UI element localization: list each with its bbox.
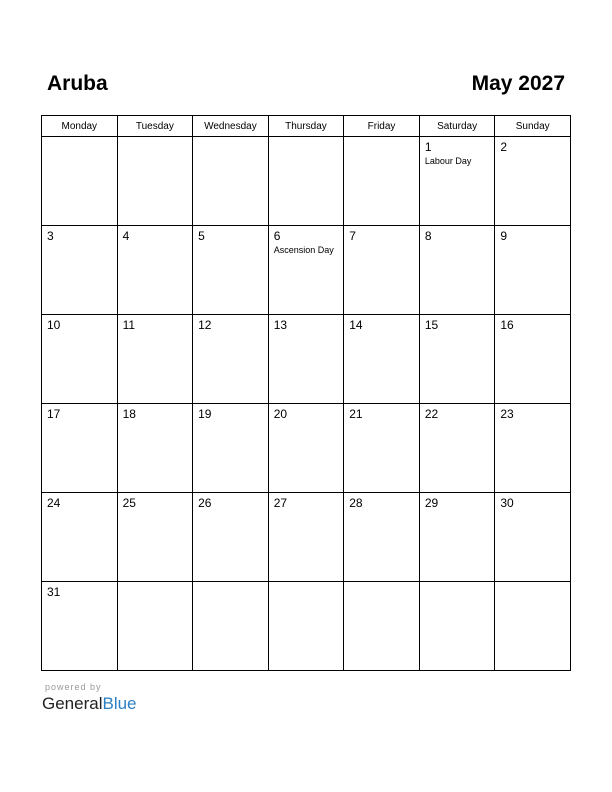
day-cell [42,582,118,671]
country-title: Aruba [47,72,108,95]
day-cell [42,404,118,493]
empty-day-cell [268,137,344,226]
day-cell [193,315,269,404]
day-number: 28 [349,496,363,510]
day-number: 14 [349,318,363,332]
day-cell [193,404,269,493]
day-number: 18 [122,407,136,421]
day-cell [419,226,495,315]
weekday-header-friday: Friday [344,116,420,137]
empty-day-cell [42,137,118,226]
day-cell [495,226,571,315]
day-cell [268,226,344,315]
day-cell [193,226,269,315]
empty-day-cell [495,582,571,671]
day-number: 2 [500,140,508,154]
day-number: 1 [424,140,432,154]
empty-day-cell [117,582,193,671]
day-cell [268,493,344,582]
day-cell [495,137,571,226]
calendar-body [42,137,571,671]
empty-day-cell [117,137,193,226]
day-number: 15 [424,318,439,332]
holiday-label: Ascension Day [273,245,334,255]
day-cell [495,315,571,404]
empty-day-cell [344,582,420,671]
brand-logo-part1: General [42,694,103,713]
day-cell [42,493,118,582]
day-number: 21 [349,407,363,421]
day-number: 12 [198,318,212,332]
day-number: 27 [273,496,288,510]
day-number: 26 [198,496,212,510]
day-cell [344,315,420,404]
empty-day-cell [193,582,269,671]
day-cell [117,315,193,404]
day-cell [268,404,344,493]
day-number: 19 [198,407,212,421]
empty-day-cell [193,137,269,226]
calendar-grid [41,115,571,671]
day-number: 17 [47,407,61,421]
day-number: 8 [424,229,432,243]
empty-day-cell [268,582,344,671]
day-number: 20 [273,407,288,421]
brand-logo [42,693,137,714]
day-cell [42,315,118,404]
weekday-header-row [42,116,571,137]
day-number: 9 [500,229,508,243]
day-cell [268,315,344,404]
day-cell [495,404,571,493]
day-number: 25 [122,496,136,510]
day-number: 29 [424,496,439,510]
day-number: 13 [273,318,288,332]
weekday-header-tuesday: Tuesday [117,116,193,137]
calendar-week-row [42,582,571,671]
day-number: 31 [47,585,61,599]
day-number: 6 [273,229,281,243]
calendar-week-row [42,315,571,404]
day-number: 16 [500,318,514,332]
day-number: 10 [47,318,61,332]
calendar-week-row [42,137,571,226]
day-number: 5 [198,229,205,243]
day-number: 30 [500,496,514,510]
weekday-header-wednesday: Wednesday [193,116,269,137]
day-cell [495,493,571,582]
day-cell [344,493,420,582]
day-cell [193,493,269,582]
holiday-label: Labour Day [424,156,472,166]
day-cell [42,226,118,315]
day-cell [419,315,495,404]
day-number: 7 [349,229,356,243]
day-cell [419,137,495,226]
empty-day-cell [344,137,420,226]
day-number: 22 [424,407,439,421]
day-number: 24 [47,496,61,510]
day-cell [117,226,193,315]
weekday-header-monday: Monday [42,116,118,137]
month-title: May 2027 [471,72,565,95]
weekday-header-saturday: Saturday [419,116,495,137]
empty-day-cell [419,582,495,671]
brand-logo-part2: Blue [102,694,137,713]
day-number: 23 [500,407,514,421]
calendar-week-row [42,226,571,315]
day-cell [419,493,495,582]
day-number: 11 [122,318,136,332]
calendar-week-row [42,493,571,582]
day-cell [344,226,420,315]
calendar-week-row [42,404,571,493]
weekday-header-thursday: Thursday [268,116,344,137]
powered-by-label: powered by [45,682,102,692]
day-number: 4 [122,229,130,243]
day-cell [117,404,193,493]
weekday-header-sunday: Sunday [495,116,571,137]
day-number: 3 [47,229,54,243]
day-cell [419,404,495,493]
day-cell [344,404,420,493]
day-cell [117,493,193,582]
